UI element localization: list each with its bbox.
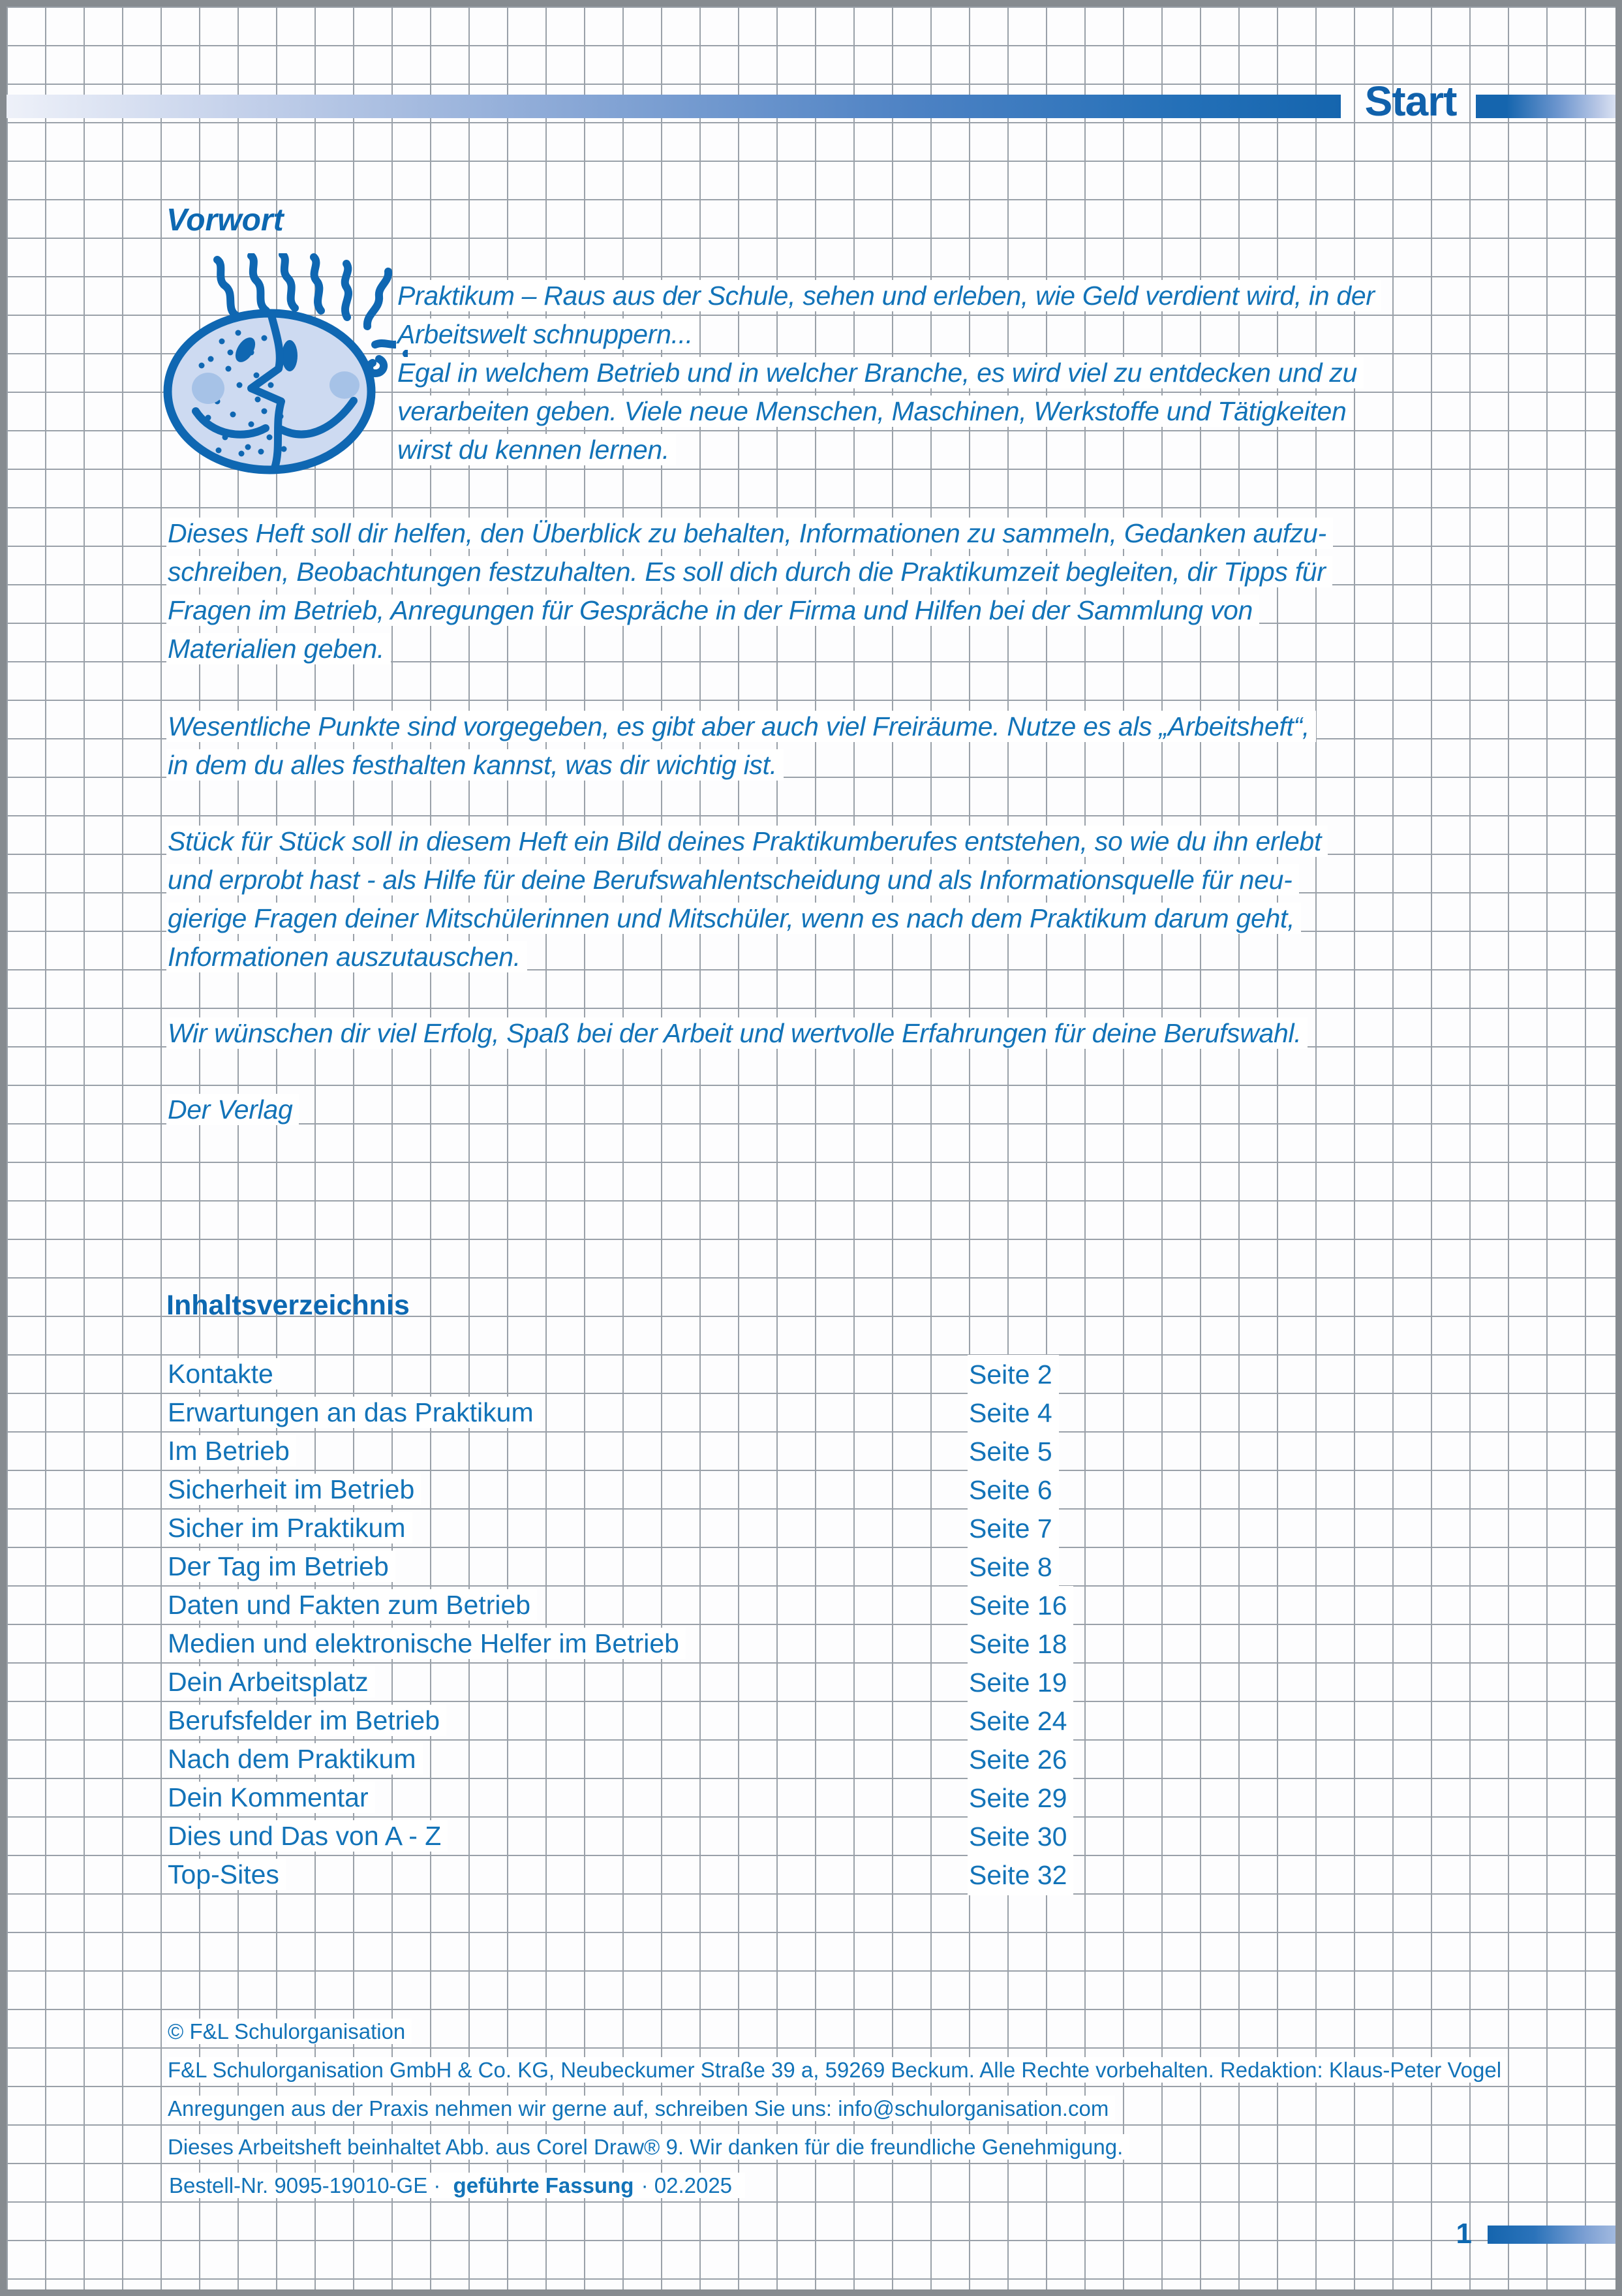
toc-item-page: Seite 26 [968,1740,1073,1780]
toc-item-page: Seite 8 [968,1547,1059,1587]
toc-row [166,1855,1276,1894]
paragraph-line: und erprobt hast - als Hilfe für deine Berufswahlentscheidung und als Informationsquelle für neu- [166,864,1299,895]
toc-item-title: Kontakte [166,1358,280,1389]
paragraph-line: Dieses Heft soll dir helfen, den Überblick zu behalten, Informationen zu sammeln, Gedanken aufzu- [166,518,1333,549]
toc-item-title: Dein Arbeitsplatz [166,1666,375,1698]
signature-verlag [166,1091,299,1129]
toc-item-title: Top-Sites [166,1859,286,1890]
toc-row [166,1432,1276,1470]
footer-credits: Dieses Arbeitsheft beinhaltet Abb. aus Corel Draw® 9. Wir danken für die freundliche Genehmigung. [166,2134,1129,2160]
toc-item-page: Seite 2 [968,1355,1059,1395]
toc-item-title: Medien und elektronische Helfer im Betrieb [166,1628,686,1659]
toc-row [166,1393,1276,1432]
intro-paragraph [396,277,1381,469]
paragraph-line: Der Verlag [166,1094,299,1125]
toc-item-title: Im Betrieb [166,1435,296,1466]
header-gradient-bar-left [7,95,1341,118]
paragraph-goal [166,822,1328,976]
toc-item-page: Seite 7 [968,1509,1059,1549]
paragraph-line: Fragen im Betrieb, Anregungen für Gespräche in der Firma und Hilfen bei der Sammlung von [166,595,1259,626]
vorwort-heading: Vorwort [166,203,284,238]
toc-item-title: Nach dem Praktikum [166,1743,423,1775]
toc-row [166,1586,1276,1624]
toc-item-title: Dies und Das von A - Z [166,1820,448,1852]
toc-row [166,1355,1276,1393]
toc-row [166,1740,1276,1778]
footer-publisher: F&L Schulorganisation GmbH & Co. KG, Neubeckumer Straße 39 a, 59269 Beckum. Alle Rechte vorbehalten. Redaktion: Klaus-Peter Vogel [166,2057,1508,2083]
footer-edition-bold: geführte Fassung [453,2173,634,2197]
toc-row [166,1547,1276,1586]
footer-contact: Anregungen aus der Praxis nehmen wir gerne auf, schreiben Sie uns: info@schulorganisation.com [166,2096,1115,2121]
paragraph-line: Materialien geben. [166,633,391,664]
toc-item-page: Seite 6 [968,1470,1059,1510]
toc-item-page: Seite 30 [968,1817,1073,1857]
paragraph-line: Wir wünschen dir viel Erfolg, Spaß bei der Arbeit und wertvolle Erfahrungen für deine Berufswahl. [166,1017,1308,1049]
toc-item-title: Berufsfelder im Betrieb [166,1705,446,1736]
toc-row [166,1701,1276,1740]
footer-gradient-bar [1488,2226,1622,2244]
toc-item-title: Dein Kommentar [166,1782,375,1813]
page-number: 1 [1456,2218,1472,2250]
paragraph-freedom [166,707,1316,784]
toc-item-page: Seite 4 [968,1393,1059,1433]
paragraph-line: Stück für Stück soll in diesem Heft ein Bild deines Praktikumberufes entstehen, so wie du ihn erlebt [166,826,1328,857]
paragraph-line: verarbeiten geben. Viele neue Menschen, Maschinen, Werkstoffe und Tätigkeiten [396,396,1353,427]
paragraph-line: Praktikum – Raus aus der Schule, sehen und erleben, wie Geld verdient wird, in der [396,280,1381,311]
paragraph-line: wirst du kennen lernen. [396,434,676,465]
toc-item-page: Seite 19 [968,1663,1073,1703]
toc-item-page: Seite 16 [968,1586,1073,1626]
toc-row [166,1624,1276,1663]
toc-row [166,1470,1276,1509]
paragraph-line: Wesentliche Punkte sind vorgegeben, es gibt aber auch viel Freiräume. Nutze es als „Arbeitsheft“, [166,711,1316,742]
toc-heading: Inhaltsverzeichnis [166,1290,410,1321]
toc-item-title: Sicherheit im Betrieb [166,1474,421,1505]
toc-item-page: Seite 18 [968,1624,1073,1664]
paragraph-help [166,514,1333,668]
toc-item-page: Seite 32 [968,1855,1073,1895]
toc-item-title: Sicher im Praktikum [166,1512,412,1544]
footer [166,2012,1508,2205]
paragraph-line: schreiben, Beobachtungen festzuhalten. Es soll dich durch die Praktikumzeit begleiten, dir Tipps für [166,556,1332,587]
footer-order-number: Bestell-Nr. 9095-19010-GE · geführte Fassung · 02.2025 [166,2173,745,2198]
paragraph-line: Informationen auszutauschen. [166,941,527,972]
smiley-face-icon [160,253,408,475]
header-title: Start [1364,78,1457,125]
footer-copyright: © F&L Schulorganisation [166,2019,412,2044]
toc-row [166,1817,1276,1855]
toc-item-title: Daten und Fakten zum Betrieb [166,1589,537,1621]
toc-item-title: Der Tag im Betrieb [166,1551,395,1582]
header-gradient-bar-right [1476,95,1615,118]
paragraph-line: in dem du alles festhalten kannst, was dir wichtig ist. [166,749,784,781]
toc-item-page: Seite 24 [968,1701,1073,1741]
paragraph-line: gierige Fragen deiner Mitschülerinnen und Mitschüler, wenn es nach dem Praktikum darum geht, [166,903,1301,934]
paragraph-line: Egal in welchem Betrieb und in welcher Branche, es wird viel zu entdecken und zu [396,357,1364,388]
toc-row [166,1509,1276,1547]
paragraph-line: Arbeitswelt schnuppern... [396,318,699,350]
toc-row [166,1778,1276,1817]
toc-item-title: Erwartungen an das Praktikum [166,1397,540,1428]
paragraph-wishes [166,1014,1308,1053]
toc-item-page: Seite 5 [968,1432,1059,1472]
toc-row [166,1663,1276,1701]
toc-item-page: Seite 29 [968,1778,1073,1818]
toc-list [166,1355,1276,1894]
